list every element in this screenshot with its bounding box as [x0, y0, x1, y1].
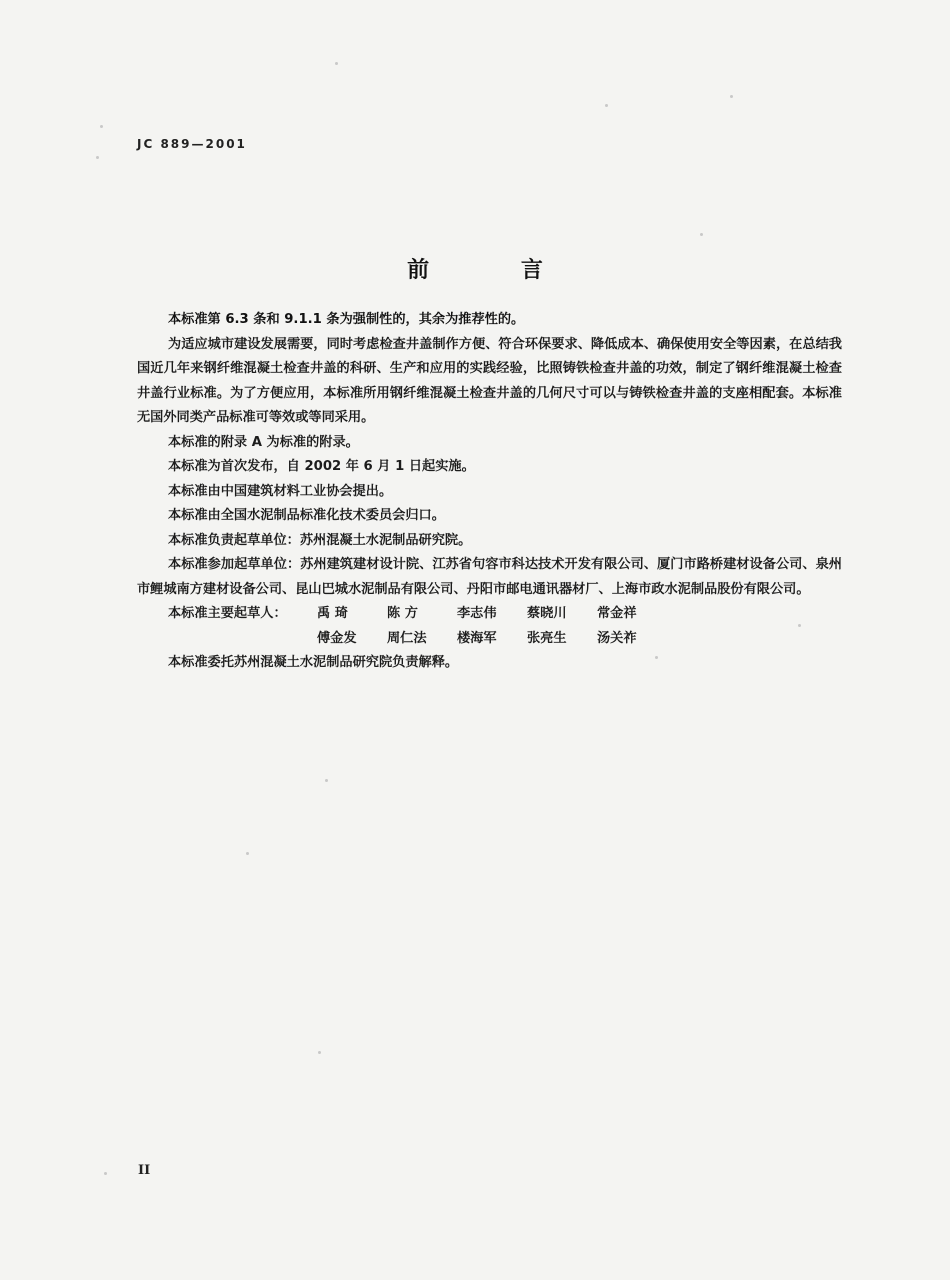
drafters-row-1 — [317, 602, 667, 627]
page-number: II — [138, 1163, 151, 1178]
scan-speck — [605, 104, 608, 107]
paragraph-effective-date: 本标准为首次发布，自 2002 年 6 月 1 日起实施。 — [168, 459, 475, 474]
scan-speck — [700, 233, 703, 236]
paragraph-participating-drafters: 本标准参加起草单位：苏州建筑建材设计院、江苏省句容市科达技术开发有限公司、厦门市路桥建材设备公司、泉州市鲤城南方建材设备公司、昆山巴城水泥制品有限公司、丹阳市邮电通讯器材厂、上海市政水泥制品股份有限公司。 — [137, 557, 842, 597]
scan-speck — [335, 62, 338, 65]
scan-speck — [325, 779, 328, 782]
drafter-name: 楼海军 — [457, 630, 497, 646]
paragraph-centralized-by: 本标准由全国水泥制品标准化技术委员会归口。 — [168, 508, 445, 523]
scan-speck — [96, 156, 99, 159]
drafter-name: 傅金发 — [317, 630, 357, 646]
scan-speck — [730, 95, 733, 98]
paragraph-lead-drafter: 本标准负责起草单位：苏州混凝土水泥制品研究院。 — [168, 532, 472, 548]
drafter-name: 蔡晓川 — [527, 606, 567, 621]
drafter-name: 陈 方 — [387, 606, 418, 621]
paragraph-appendix: 本标准的附录 A 为标准的附录。 — [168, 434, 359, 450]
scan-speck — [104, 1172, 107, 1175]
foreword-body — [137, 308, 842, 676]
drafter-name: 张亮生 — [527, 630, 567, 646]
scan-speck — [246, 852, 249, 855]
drafter-name: 周仁法 — [387, 630, 427, 646]
drafters-row-2 — [317, 627, 667, 652]
paragraph-mandatory-clauses: 本标准第 6.3 条和 9.1.1 条为强制性的，其余为推荐性的。 — [168, 312, 525, 327]
drafters-label: 本标准主要起草人： — [168, 606, 287, 621]
drafter-name: 常金祥 — [597, 606, 637, 621]
scan-speck — [798, 624, 801, 627]
paragraph-proposer: 本标准由中国建筑材料工业协会提出。 — [168, 483, 393, 499]
paragraph-background: 为适应城市建设发展需要，同时考虑检查井盖制作方便、符合环保要求、降低成本、确保使用安全等因素，在总结我国近几年来钢纤维混凝土检查井盖的科研、生产和应用的实践经验，比照铸铁检查井盖的功效，制定了钢纤维混凝土检查井盖行业标准。为了方便应用，本标准所用钢纤维混凝土检查井盖的几何尺寸可以与铸铁检查井盖的支座相配套。本标准无国外同类产品标准可等效或等同采用。 — [137, 336, 842, 425]
standard-code: JC 889—2001 — [137, 137, 247, 151]
main-drafters — [137, 602, 842, 651]
page-title: 前 言 — [407, 258, 585, 283]
drafter-name: 禹 琦 — [317, 606, 348, 621]
drafter-name: 李志伟 — [457, 606, 497, 621]
scan-speck — [655, 656, 658, 659]
drafter-name: 汤关祚 — [597, 630, 637, 646]
paragraph-interpretation: 本标准委托苏州混凝土水泥制品研究院负责解释。 — [168, 655, 459, 670]
scan-speck — [100, 125, 103, 128]
scan-speck — [318, 1051, 321, 1054]
